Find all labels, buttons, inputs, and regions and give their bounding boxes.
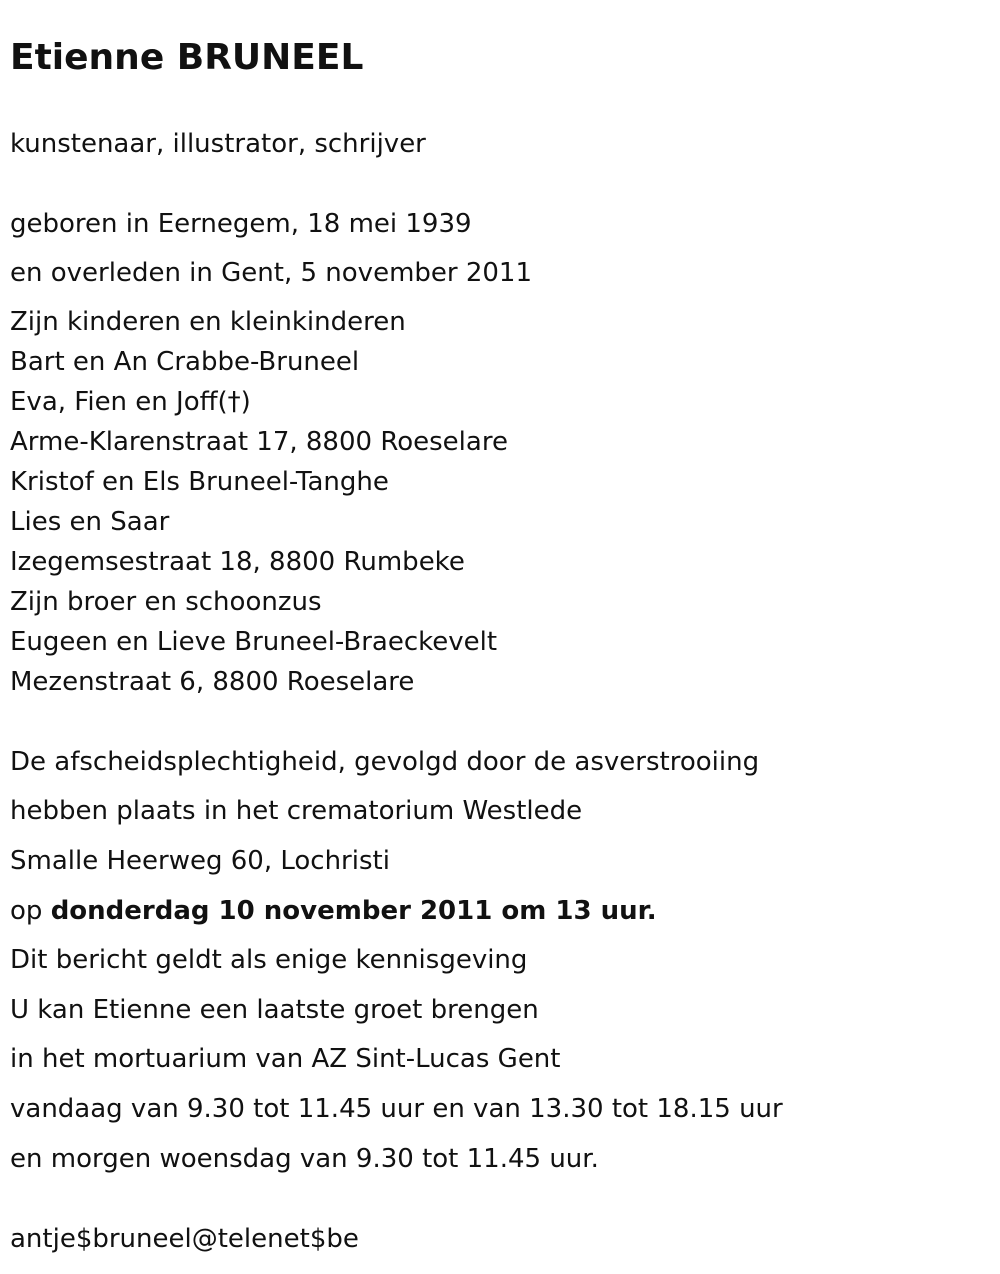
notice-line: vandaag van 9.30 tot 11.45 uur en van 13.30 tot 18.15 uur: [10, 1094, 783, 1124]
family-line: Kristof en Els Bruneel-Tanghe: [10, 467, 389, 497]
ceremony-date-bold: donderdag 10 november 2011 om 13 uur.: [50, 896, 657, 926]
contact-email: antje$bruneel@telenet$be: [10, 1224, 359, 1254]
family-line: Izegemsestraat 18, 8800 Rumbeke: [10, 547, 465, 577]
ceremony-date: [10, 895, 657, 927]
ceremony-date-prefix: op: [10, 896, 51, 926]
ceremony-line: hebben plaats in het crematorium Westlede: [10, 796, 583, 826]
family-line: Zijn kinderen en kleinkinderen: [10, 307, 406, 337]
notice-line: Dit bericht geldt als enige kennisgeving: [10, 945, 528, 975]
notice-line: in het mortuarium van AZ Sint-Lucas Gent: [10, 1044, 561, 1074]
occupation: kunstenaar, illustrator, schrijver: [10, 129, 426, 159]
family-line: Zijn broer en schoonzus: [10, 587, 322, 617]
family-line: Mezenstraat 6, 8800 Roeselare: [10, 667, 415, 697]
notice-line: U kan Etienne een laatste groet brengen: [10, 995, 539, 1025]
family-line: Eugeen en Lieve Bruneel-Braeckevelt: [10, 627, 498, 657]
deceased-name: Etienne BRUNEEL: [10, 37, 364, 78]
family-line: Arme-Klarenstraat 17, 8800 Roeselare: [10, 427, 508, 457]
ceremony-line: De afscheidsplechtigheid, gevolgd door de asverstrooiing: [10, 747, 760, 777]
family-line: Eva, Fien en Joff(†): [10, 387, 251, 417]
family-line: Lies en Saar: [10, 507, 170, 537]
family-line: Bart en An Crabbe-Bruneel: [10, 347, 360, 377]
notice-line: en morgen woensdag van 9.30 tot 11.45 uur.: [10, 1144, 599, 1174]
birth-line: geboren in Eernegem, 18 mei 1939: [10, 209, 472, 239]
ceremony-address: Smalle Heerweg 60, Lochristi: [10, 846, 390, 876]
death-line: en overleden in Gent, 5 november 2011: [10, 258, 533, 288]
